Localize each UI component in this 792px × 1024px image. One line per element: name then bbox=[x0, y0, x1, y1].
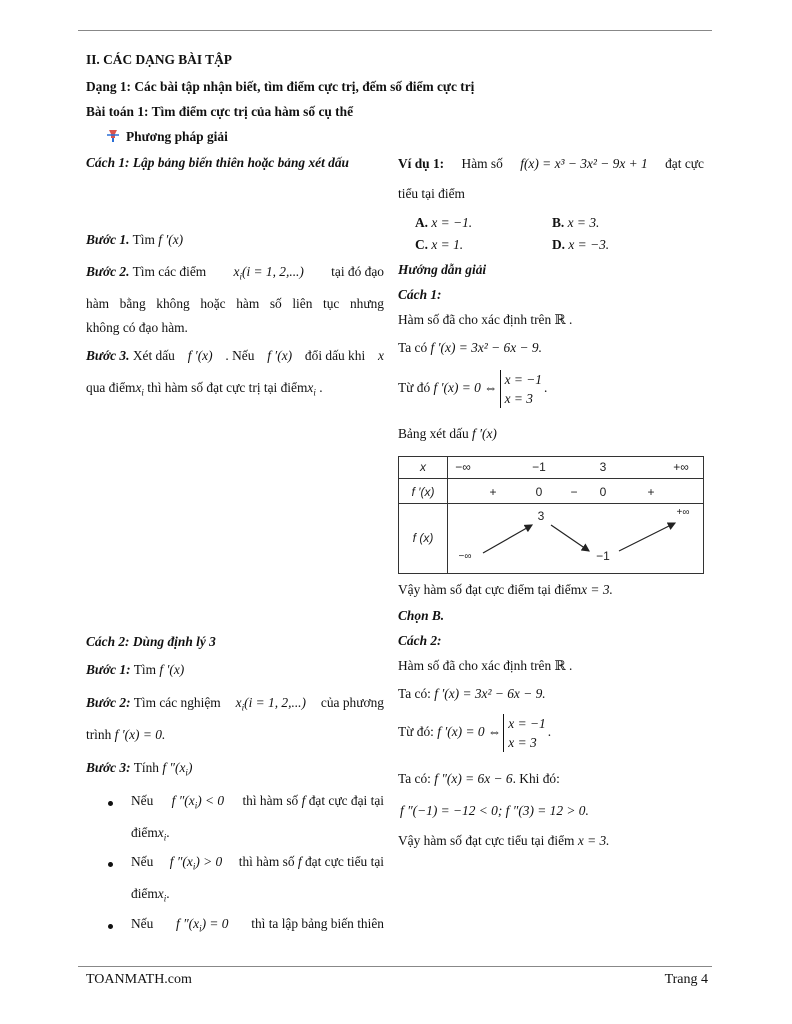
variation-arrows bbox=[399, 457, 703, 573]
step-math: f ′(x) = 0. bbox=[114, 727, 166, 742]
sign-value: 0 bbox=[599, 485, 607, 499]
step-math: x bbox=[235, 695, 242, 710]
step-math: f ′(x) bbox=[187, 348, 213, 363]
step-math: f ′(x) bbox=[159, 662, 185, 677]
step-math: f ′(x) bbox=[267, 348, 293, 363]
domain-line-2 bbox=[398, 658, 572, 674]
bullet-text: thì hàm số bbox=[242, 793, 299, 808]
step-text: Tính bbox=[133, 760, 159, 775]
text: Hàm số đã cho xác định trên bbox=[398, 312, 552, 327]
math: f ′(x) = 3x² − 6x − 9. bbox=[430, 340, 542, 355]
bullet-text: . bbox=[166, 825, 170, 840]
bullet-math: f bbox=[297, 854, 302, 869]
option-c[interactable] bbox=[415, 237, 463, 253]
dang-heading: Dạng 1: Các bài tập nhận biết, tìm điểm cực trị, đếm số điểm cực trị bbox=[86, 79, 475, 94]
derivative-line bbox=[398, 340, 542, 356]
step-text: qua điểm bbox=[86, 380, 136, 395]
subscript: i bbox=[163, 832, 167, 843]
cach1-step1 bbox=[86, 232, 183, 248]
method-label: Phương pháp giải bbox=[126, 129, 228, 144]
option-label: A. bbox=[415, 215, 429, 230]
sign-table-caption bbox=[398, 426, 497, 442]
text: . bbox=[547, 724, 552, 740]
step-math: f ′(x) bbox=[158, 232, 184, 247]
derivative-line-2 bbox=[398, 686, 546, 702]
f-value: −∞ bbox=[458, 551, 472, 562]
cach1-title: Cách 1: Lập bảng biến thiên hoặc bảng xét dấu bbox=[86, 155, 350, 170]
conclusion-1 bbox=[398, 582, 613, 598]
arrow-up bbox=[619, 523, 675, 551]
example-line1 bbox=[398, 156, 704, 172]
step-text: của phương bbox=[320, 695, 384, 710]
subscript: i bbox=[192, 861, 196, 872]
footer-site[interactable]: TOANMATH.com bbox=[86, 972, 192, 987]
text: Ta có bbox=[398, 340, 428, 355]
step-math: f ″(x bbox=[162, 760, 186, 775]
text: . Khi đó: bbox=[512, 771, 560, 786]
cach2-step2-line2 bbox=[86, 727, 165, 743]
answer-choice: Chọn B. bbox=[398, 608, 445, 623]
domain-line bbox=[398, 312, 572, 328]
step-label: Bước 2. bbox=[86, 264, 130, 279]
bullet-text: đạt cực tiểu tại bbox=[304, 854, 384, 869]
text: Bảng xét dấu bbox=[398, 426, 469, 441]
example-text: Hàm số bbox=[461, 156, 503, 171]
roots-line-2 bbox=[398, 714, 551, 752]
f-value: +∞ bbox=[676, 507, 690, 518]
row-label-fprime: f ′(x) bbox=[411, 485, 435, 499]
header-rule bbox=[78, 30, 712, 31]
cach1-step2-line1 bbox=[86, 264, 384, 282]
method-heading bbox=[106, 129, 228, 145]
bullet-dot bbox=[108, 801, 113, 806]
option-value: x = −3. bbox=[568, 237, 610, 252]
cach1-step3-line2 bbox=[86, 380, 323, 398]
option-d[interactable] bbox=[552, 237, 609, 253]
bullet-math: f ″(x bbox=[169, 854, 193, 869]
bullet-math: x bbox=[157, 886, 164, 901]
f-value: −1 bbox=[596, 549, 610, 563]
step-text: . Nếu bbox=[225, 348, 255, 363]
option-label: C. bbox=[415, 237, 429, 252]
step-label: Bước 3: bbox=[86, 760, 131, 775]
bullet-math: ) = 0 bbox=[201, 916, 229, 931]
bullet-math: ) > 0 bbox=[195, 854, 223, 869]
x-value: 3 bbox=[599, 460, 607, 474]
text: Ta có: bbox=[398, 771, 431, 786]
step-text: Xét dấu bbox=[132, 348, 175, 363]
bullet-math: f bbox=[301, 793, 306, 808]
solution-heading: Hướng dẫn giải bbox=[398, 262, 487, 277]
step-math: ) bbox=[187, 760, 193, 775]
footer-rule bbox=[78, 966, 712, 967]
cach1-step3-line1 bbox=[86, 348, 384, 364]
x-value: −∞ bbox=[455, 460, 471, 474]
x-value: −1 bbox=[532, 460, 546, 474]
bullet-text: Nếu bbox=[131, 793, 154, 808]
step-text: trình bbox=[86, 727, 112, 742]
option-value: x = 1. bbox=[431, 237, 464, 252]
roots-line bbox=[398, 370, 547, 408]
step-text: Tìm bbox=[132, 232, 155, 247]
arrow-up bbox=[483, 525, 532, 553]
subscript: i bbox=[141, 387, 144, 398]
subscript: i bbox=[241, 702, 245, 713]
cach2-title: Cách 2: Dùng định lý 3 bbox=[86, 634, 216, 649]
text: Hàm số đã cho xác định trên bbox=[398, 658, 552, 673]
bullet-math: f ″(x bbox=[176, 916, 200, 931]
reals-symbol: ℝ bbox=[554, 312, 566, 327]
step-text: . bbox=[319, 380, 323, 395]
cach2-label: Cách 2: bbox=[398, 633, 442, 648]
subscript: i bbox=[239, 271, 242, 282]
step-math: x bbox=[135, 380, 142, 395]
option-label: B. bbox=[552, 215, 565, 230]
bullet-text: điểm bbox=[131, 825, 158, 840]
section-heading: II. CÁC DẠNG BÀI TẬP bbox=[86, 52, 232, 67]
step-label: Bước 3. bbox=[86, 348, 130, 363]
pin-icon bbox=[106, 129, 120, 143]
option-label: D. bbox=[552, 237, 566, 252]
example-label: Ví dụ 1: bbox=[398, 156, 445, 171]
cach2-step2-line1 bbox=[86, 695, 384, 713]
row-label-x: x bbox=[420, 460, 426, 474]
sign-value: − bbox=[570, 485, 578, 499]
step-text: Tìm bbox=[133, 662, 157, 677]
option-b[interactable] bbox=[552, 215, 599, 231]
text: Từ đó bbox=[398, 380, 431, 396]
bullet-text: thì ta lập bảng biến thiên bbox=[251, 916, 384, 931]
f-value: 3 bbox=[537, 509, 545, 523]
math: f ″(x) = 6x − 6 bbox=[434, 771, 513, 786]
subscript: i bbox=[313, 387, 316, 398]
conclusion-2 bbox=[398, 833, 610, 849]
bullet-2-line2 bbox=[131, 886, 170, 904]
text: . bbox=[565, 658, 573, 673]
bullet-1-line1 bbox=[131, 793, 384, 811]
step-math: (i = 1, 2,...) bbox=[244, 695, 306, 710]
system-bracket: x = −1 x = 3 bbox=[500, 370, 542, 408]
option-value: x = 3. bbox=[567, 215, 600, 230]
second-derivative-line bbox=[398, 771, 560, 787]
text: . bbox=[543, 380, 548, 396]
math: f ′(x) bbox=[472, 426, 497, 441]
example-line2: tiểu tại điểm bbox=[398, 186, 465, 201]
bullet-3-line1 bbox=[131, 916, 384, 934]
step-text: đổi dấu khi bbox=[304, 348, 366, 363]
cach1-step2-line3: không có đạo hàm. bbox=[86, 320, 188, 335]
sign-value: 0 bbox=[535, 485, 543, 499]
bullet-1-line2 bbox=[131, 825, 170, 843]
step-math: x bbox=[233, 264, 240, 279]
footer-page-number: Trang 4 bbox=[664, 972, 708, 987]
option-a[interactable] bbox=[415, 215, 472, 231]
bullet-math: f ″(x bbox=[171, 793, 195, 808]
math: f ′(x) = 0 ⇔ bbox=[437, 724, 502, 740]
baitoan-heading: Bài toán 1: Tìm điểm cực trị của hàm số cụ thể bbox=[86, 104, 354, 119]
text: Ta có: bbox=[398, 686, 431, 701]
math: f ′(x) = 0 ⇔ bbox=[433, 380, 498, 396]
cach2-step1 bbox=[86, 662, 184, 678]
bullet-2-line1 bbox=[131, 854, 384, 872]
text: Vậy hàm số đạt cực tiểu tại điểm bbox=[398, 833, 575, 848]
text: Từ đó: bbox=[398, 724, 434, 740]
step-text: Tìm các điểm bbox=[132, 264, 207, 279]
bullet-math: x bbox=[157, 825, 164, 840]
row-label-f: f (x) bbox=[412, 531, 434, 545]
variation-table bbox=[398, 456, 704, 574]
example-text: đạt cực bbox=[665, 156, 704, 171]
reals-symbol: ℝ bbox=[554, 658, 566, 673]
math: f ′(x) = 3x² − 6x − 9. bbox=[434, 686, 546, 701]
option-value: x = −1. bbox=[431, 215, 473, 230]
step-text: Tìm các nghiệm bbox=[133, 695, 221, 710]
system-bracket: x = −1 x = 3 bbox=[503, 714, 545, 752]
bullet-text: thì hàm số bbox=[238, 854, 295, 869]
step-text: tại đó đạo bbox=[331, 264, 384, 279]
bullet-text: . bbox=[166, 886, 170, 901]
arrow-down bbox=[551, 525, 589, 551]
evaluation-line: f ″(−1) = −12 < 0; f ″(3) = 12 > 0. bbox=[400, 803, 589, 818]
text: Vậy hàm số đạt cực điểm tại điểm bbox=[398, 582, 582, 597]
step-label: Bước 2: bbox=[86, 695, 131, 710]
cach2-step3 bbox=[86, 760, 192, 778]
cach1-step2-line2: hàm bằng không hoặc hàm số liên tục nhưng bbox=[86, 296, 384, 311]
sign-value: + bbox=[489, 485, 497, 499]
bullet-text: điểm bbox=[131, 886, 158, 901]
step-text: thì hàm số đạt cực trị tại điểm bbox=[147, 380, 308, 395]
bullet-dot bbox=[108, 862, 113, 867]
subscript: i bbox=[185, 767, 188, 778]
step-math: x bbox=[378, 348, 384, 363]
step-label: Bước 1: bbox=[86, 662, 131, 677]
bullet-text: đạt cực đại tại bbox=[308, 793, 384, 808]
text: . bbox=[565, 312, 573, 327]
subscript: i bbox=[194, 800, 198, 811]
cach1-label: Cách 1: bbox=[398, 287, 442, 302]
step-math: (i = 1, 2,...) bbox=[242, 264, 304, 279]
bullet-math: ) < 0 bbox=[197, 793, 225, 808]
bullet-dot bbox=[108, 924, 113, 929]
subscript: i bbox=[199, 923, 202, 934]
subscript: i bbox=[163, 893, 167, 904]
math: x = 3. bbox=[581, 582, 613, 597]
x-value: +∞ bbox=[673, 460, 689, 474]
step-math: x bbox=[307, 380, 314, 395]
step-label: Bước 1. bbox=[86, 232, 130, 247]
math: x = 3. bbox=[577, 833, 610, 848]
bullet-text: Nếu bbox=[131, 916, 154, 931]
bullet-text: Nếu bbox=[131, 854, 154, 869]
sign-value: + bbox=[647, 485, 655, 499]
example-math: f(x) = x³ − 3x² − 9x + 1 bbox=[520, 156, 648, 171]
